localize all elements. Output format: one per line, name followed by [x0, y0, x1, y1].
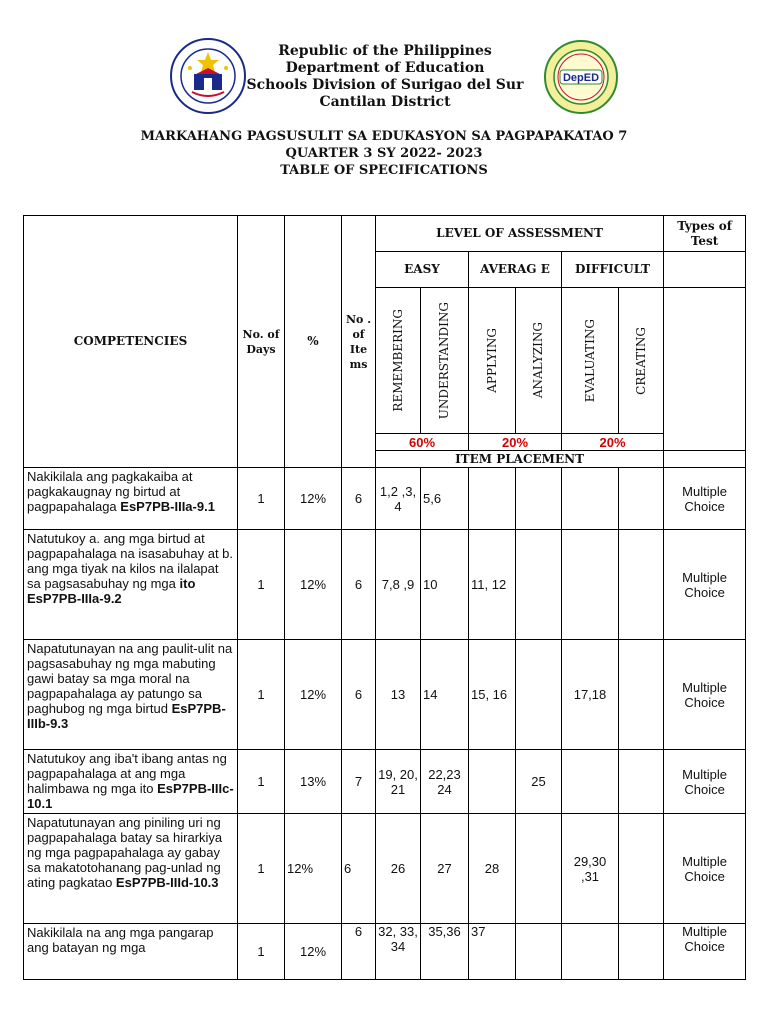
remembering-cell: 13 [376, 640, 421, 750]
header-evaluating [562, 288, 619, 434]
competency-code: EsP7PB-IIIa-9.1 [120, 499, 215, 514]
table-row [24, 750, 746, 814]
applying-cell [469, 750, 516, 814]
analyzing-cell [516, 468, 562, 530]
competency-text: Natutukoy ang iba't ibang antas ng pagpapahalaga at ang mga halimbawa ng mga ito [27, 751, 227, 796]
competency-cell [24, 468, 238, 530]
school-header [230, 43, 540, 111]
header-difficult: DIFFICULT [562, 252, 664, 288]
items-cell: 7 [342, 750, 376, 814]
creating-cell [619, 530, 664, 640]
table-row [24, 640, 746, 750]
table-row [24, 924, 746, 980]
header-applying [469, 288, 516, 434]
header-item-placement: ITEM PLACEMENT [376, 451, 664, 468]
applying-cell: 11, 12 [469, 530, 516, 640]
header-line-district: Cantilan District [319, 94, 451, 110]
competency-cell [24, 750, 238, 814]
competency-text: Napatutunayan na ang paulit-ulit na pagsasabuhay ng mga mabuting gawi batay sa mga moral na pagpapahalaga ay patungo sa paghubog ng mga birtud [27, 641, 233, 716]
items-cell: 6 [342, 640, 376, 750]
type-cell: Multiple Choice [664, 814, 746, 924]
days-cell: 1 [238, 750, 285, 814]
header-easy: EASY [376, 252, 469, 288]
type-cell: Multiple Choice [664, 640, 746, 750]
competency-text: Natutukoy a. ang mga birtud at pagpapahalaga na isasabuhay at b. ang mga tiyak na kilos na ilalapat sa pagsasabuhay ng mga [27, 531, 234, 591]
competency-cell [24, 530, 238, 640]
title-line-exam: MARKAHANG PAGSUSULIT SA EDUKASYON SA PAGPAPAKATAO 7 [140, 129, 628, 144]
days-cell: 1 [238, 530, 285, 640]
type-cell: Multiple Choice [664, 750, 746, 814]
header-line-republic: Republic of the Philippines [278, 43, 492, 59]
evaluating-cell: 29,30 ,31 [562, 814, 619, 924]
remembering-cell: 19, 20, 21 [376, 750, 421, 814]
header-remembering [376, 288, 421, 434]
items-cell: 6 [342, 924, 376, 980]
competency-text: Nakikilala ang pagkakaiba at pagkakaugnay ng birtud at pagpapahalaga [27, 469, 193, 514]
days-cell: 1 [238, 924, 285, 980]
understanding-cell: 5,6 [421, 468, 469, 530]
table-row [24, 814, 746, 924]
percent-average: 20% [469, 434, 562, 451]
percent-difficult: 20% [562, 434, 664, 451]
header-items: No . of Ite ms [342, 216, 376, 468]
analyzing-label: ANALYZING [531, 322, 545, 399]
creating-cell [619, 468, 664, 530]
type-cell: Multiple Choice [664, 530, 746, 640]
competency-code: EsP7PB-IIIc-10.1 [27, 781, 234, 811]
competency-cell [24, 640, 238, 750]
creating-label: CREATING [633, 326, 648, 395]
header-days: No. of Days [238, 216, 285, 468]
table-row [24, 468, 746, 530]
title-line-quarter: QUARTER 3 SY 2022- 2023 [285, 146, 483, 161]
header-creating [619, 288, 664, 434]
applying-cell: 15, 16 [469, 640, 516, 750]
percent-cell: 12% [285, 468, 342, 530]
analyzing-cell [516, 814, 562, 924]
competency-cell [24, 814, 238, 924]
evaluating-cell [562, 530, 619, 640]
creating-cell [619, 924, 664, 980]
understanding-cell: 14 [421, 640, 469, 750]
remembering-cell: 7,8 ,9 [376, 530, 421, 640]
type-cell: Multiple Choice [664, 468, 746, 530]
percent-cell: 12% [285, 640, 342, 750]
percent-easy: 60% [376, 434, 469, 451]
remembering-label: REMEMBERING [390, 309, 405, 412]
items-cell: 6 [342, 814, 376, 924]
competency-code: EsP7PB-IIIb-9.3 [27, 701, 226, 731]
header-line-department: Department of Education [285, 60, 485, 76]
evaluating-cell [562, 750, 619, 814]
header-average: AVERAG E [469, 252, 562, 288]
header-line-division: Schools Division of Surigao del Sur [246, 77, 524, 93]
header-blank-3 [664, 451, 746, 468]
competency-code: ito EsP7PB-IIIa-9.2 [27, 576, 196, 606]
type-cell: Multiple Choice [664, 924, 746, 980]
percent-cell: 13% [285, 750, 342, 814]
district-logo-text: DepED [562, 72, 600, 84]
applying-cell: 28 [469, 814, 516, 924]
header-understanding [421, 288, 469, 434]
percent-cell: 12% [285, 814, 342, 924]
table-row [24, 530, 746, 640]
creating-cell [619, 640, 664, 750]
days-cell: 1 [238, 468, 285, 530]
evaluating-cell [562, 468, 619, 530]
items-cell: 6 [342, 468, 376, 530]
evaluating-cell: 17,18 [562, 640, 619, 750]
remembering-cell: 1,2 ,3, 4 [376, 468, 421, 530]
remembering-cell: 32, 33, 34 [376, 924, 421, 980]
analyzing-cell: 25 [516, 750, 562, 814]
creating-cell [619, 750, 664, 814]
understanding-label: UNDERSTANDING [437, 301, 451, 420]
header-analyzing [516, 288, 562, 434]
analyzing-cell [516, 640, 562, 750]
understanding-cell: 10 [421, 530, 469, 640]
percent-cell: 12% [285, 924, 342, 980]
analyzing-cell [516, 924, 562, 980]
header-level-of-assessment: LEVEL OF ASSESSMENT [376, 216, 664, 252]
evaluating-cell [562, 924, 619, 980]
header-types-of-test: Types of Test [664, 216, 746, 252]
days-cell: 1 [238, 814, 285, 924]
title-line-tos: TABLE OF SPECIFICATIONS [280, 163, 488, 178]
items-cell: 6 [342, 530, 376, 640]
document-title [60, 128, 708, 179]
competency-text: Nakikilala na ang mga pangarap ang batayan ng mga [27, 925, 214, 955]
understanding-cell: 35,36 [421, 924, 469, 980]
evaluating-label: EVALUATING [582, 318, 597, 403]
applying-cell: 37 [469, 924, 516, 980]
percent-cell: 12% [285, 530, 342, 640]
competency-text: Napatutunayan ang piniling uri ng pagpapahalaga batay sa hirarkiya ng mga pagpapahalaga ay gabay sa makatotohanang pag-unlad ng ating pagkatao [27, 815, 223, 890]
remembering-cell: 26 [376, 814, 421, 924]
table-of-specifications [23, 215, 746, 980]
analyzing-cell [516, 530, 562, 640]
header-competencies: COMPETENCIES [24, 216, 238, 468]
creating-cell [619, 814, 664, 924]
header-blank [664, 252, 746, 288]
competency-code: EsP7PB-IIId-10.3 [115, 875, 219, 890]
applying-cell [469, 468, 516, 530]
header-blank-2 [664, 288, 746, 451]
header-percent: % [285, 216, 342, 468]
understanding-cell: 22,23 24 [421, 750, 469, 814]
understanding-cell: 27 [421, 814, 469, 924]
days-cell: 1 [238, 640, 285, 750]
deped-district-logo [544, 40, 618, 114]
competency-cell [24, 924, 238, 980]
applying-label: APPLYING [484, 328, 499, 393]
